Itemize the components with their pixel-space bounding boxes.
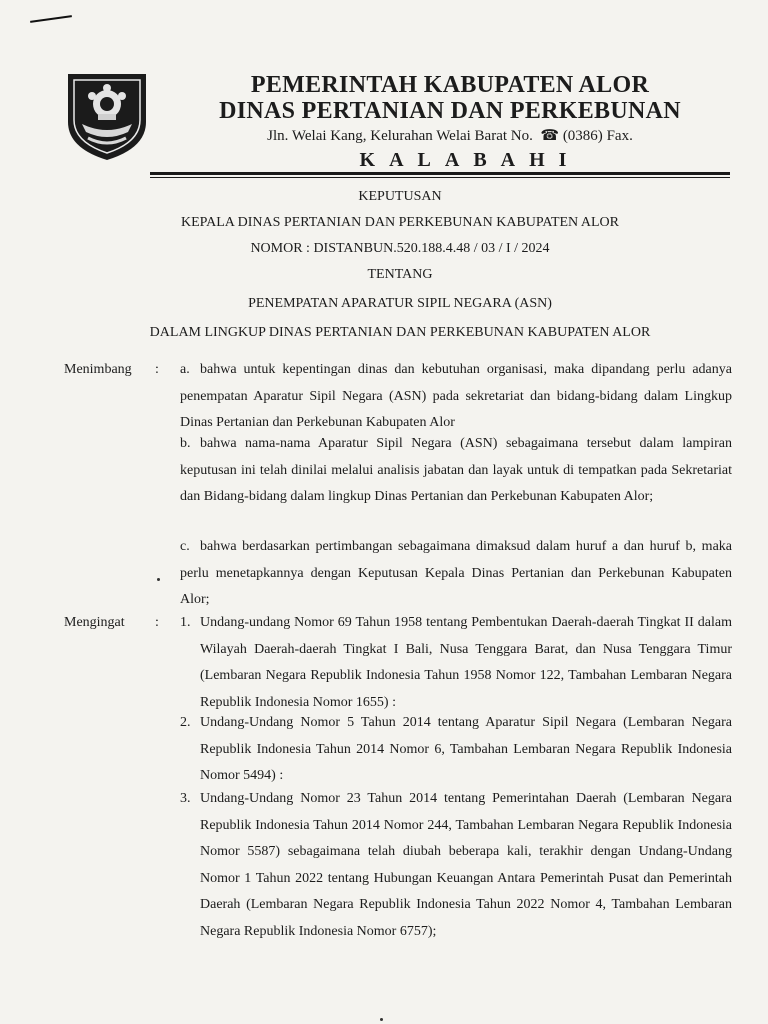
menimbang-colon: : — [155, 362, 159, 377]
item-marker: c. — [180, 539, 190, 554]
menimbang-section — [0, 357, 768, 607]
letterhead-rule-thick — [150, 172, 730, 175]
item-marker: 3. — [180, 791, 191, 806]
item-text: Undang-undang Nomor 69 Tahun 1958 tentang Pembentukan Daerah-daerah Tingkat II dalam Wilayah Daerah-daerah Tingkat I Bali, Nusa Tenggara Barat, dan Nusa Tenggara Timur (Lembaran Negara Republik Indonesia Tahun 1958 Nomor 122, Tambahan Lembaran Negara Republik Indonesia Nomor 1655) : — [200, 615, 732, 710]
menimbang-label: Menimbang — [64, 362, 132, 377]
item-text: bahwa nama-nama Aparatur Sipil Negara (ASN) sebagaimana tersebut dalam lampiran keputusan ini telah dinilai melalui analisis jabatan dan layak untuk di tempatkan pada Sekretariat dan Bidang-bidang dalam lingkup Dinas Pertanian dan Perkebunan Kabupaten Alor; — [180, 436, 732, 504]
item-text: bahwa untuk kepentingan dinas dan kebutuhan organisasi, maka dipandang perlu adanya penempatan Aparatur Sipil Negara (ASN) pada sekretariat dan bidang-bidang dalam Lingkup Dinas Pertanian dan Perkebunan Kabupaten Alor — [180, 362, 732, 430]
item-text: bahwa berdasarkan pertimbangan sebagaimana dimaksud dalam huruf a dan huruf b, maka perlu menetapkannya dengan Keputusan Kepala Dinas Pertanian dan Perkebunan Kabupaten Alor; — [180, 539, 732, 607]
letterhead — [180, 72, 720, 174]
address-line — [180, 126, 720, 146]
item-marker: a. — [180, 362, 190, 377]
scan-mark — [30, 15, 72, 23]
item-text: Undang-Undang Nomor 23 Tahun 2014 tentang Pemerintahan Daerah (Lembaran Negara Republik Indonesia Tahun 2014 Nomor 244, Tambahan Lembaran Negara Republik Indonesia Nomor 5587) sebagaimana telah diubah beberapa kali, terakhir dengan Undang-Undang Nomor 1 Tahun 2022 tentang Hubungan Keuangan Antara Pemerintah Pusat dan Pemerintah Daerah (Lembaran Negara Republik Indonesia Tahun 2022 Nomor 4, Tambahan Lembaran Negara Republik Indonesia Nomor 6757); — [200, 791, 732, 939]
decree-subject-line-2: DALAM LINGKUP DINAS PERTANIAN DAN PERKEBUNAN KABUPATEN ALOR — [149, 325, 651, 340]
mengingat-section — [0, 610, 768, 980]
item-marker: b. — [180, 436, 191, 451]
fax-text: Fax. — [606, 128, 633, 144]
decree-type: KEPUTUSAN — [358, 189, 442, 204]
item-marker: 2. — [180, 715, 191, 730]
city-name: KALABAHI — [359, 149, 581, 171]
letterhead-rule-thin — [150, 177, 730, 178]
scan-speck — [380, 1018, 383, 1021]
decree-title — [60, 184, 740, 346]
regency-emblem-icon — [62, 70, 152, 162]
decree-subject-line-1: PENEMPATAN APARATUR SIPIL NEGARA (ASN) — [248, 296, 552, 311]
government-name: PEMERINTAH KABUPATEN ALOR — [250, 72, 650, 98]
phone-text: (0386) — [562, 128, 603, 144]
decree-issuer: KEPALA DINAS PERTANIAN DAN PERKEBUNAN KABUPATEN ALOR — [180, 215, 620, 230]
decree-about: TENTANG — [367, 267, 433, 282]
address-text: Jln. Welai Kang, Kelurahan Welai Barat No. — [267, 128, 533, 144]
mengingat-colon: : — [155, 615, 159, 630]
telephone-icon: ☎ — [536, 128, 560, 144]
item-marker: 1. — [180, 615, 191, 630]
agency-name: DINAS PERTANIAN DAN PERKEBUNAN — [219, 98, 681, 124]
decree-number: NOMOR : DISTANBUN.520.188.4.48 / 03 / I / 2024 — [250, 241, 550, 256]
item-text: Undang-Undang Nomor 5 Tahun 2014 tentang Aparatur Sipil Negara (Lembaran Negara Republik Indonesia Tahun 2014 Nomor 6, Tambahan Lembaran Negara Republik Indonesia Nomor 5494) : — [200, 715, 732, 783]
scan-speck — [157, 578, 160, 581]
mengingat-label: Mengingat — [64, 615, 125, 630]
